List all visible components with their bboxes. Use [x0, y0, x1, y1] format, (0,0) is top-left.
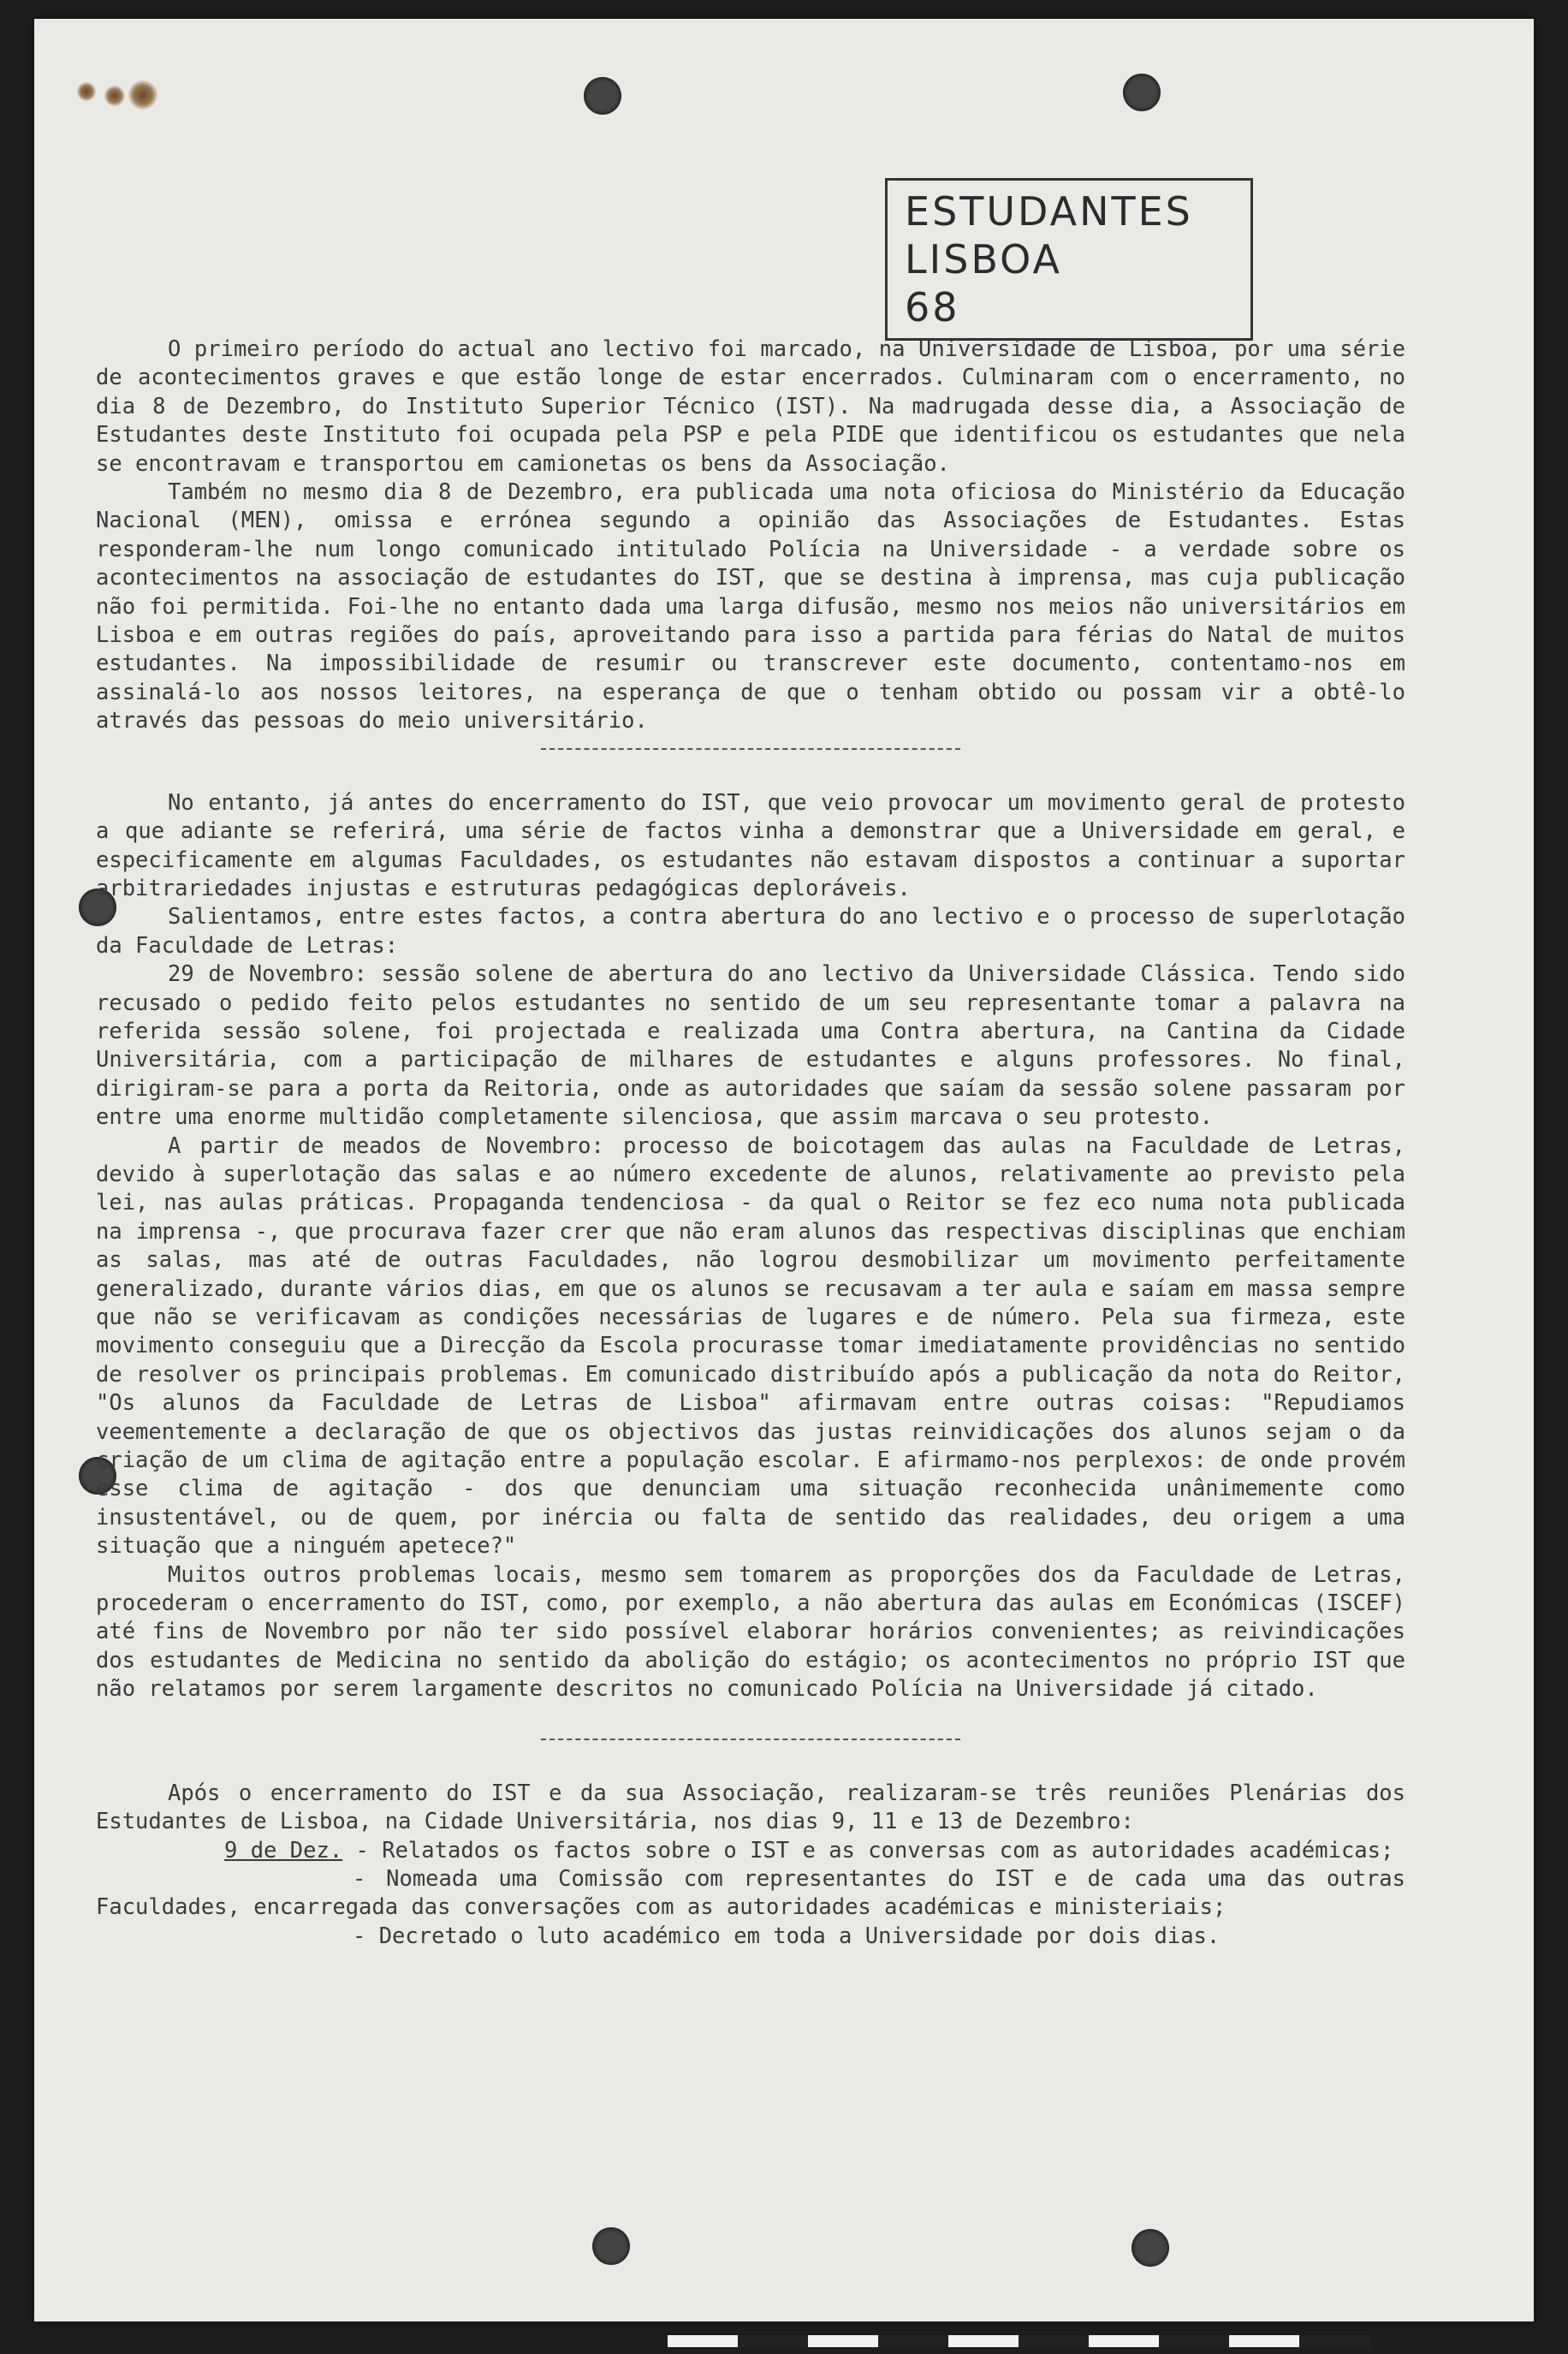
section-divider [541, 748, 960, 750]
list-item: - Nomeada uma Comissão com representantes do IST e de cada uma das outras Faculdades, encarregada das conversações com as autoridades académicas e ministeriais; [96, 1865, 1405, 1921]
rust-stain [77, 82, 96, 101]
item-date: 9 de Dez. [224, 1837, 343, 1864]
rust-stain [104, 86, 125, 106]
color-scale-bar [668, 2335, 1369, 2347]
list-item: - Decretado o luto académico em toda a Universidade por dois dias. [353, 1923, 1221, 1949]
stamp-line-1: ESTUDANTES [905, 188, 1193, 235]
paragraph-other-problems: Muitos outros problemas locais, mesmo sem tomarem as proporções dos da Faculdade de Letras, procederam o encerramento do IST, como, por exemplo, a não abertura das aulas em Económicas (ISCEF) até fins de Novembro por não ter sido possível elaborar horários convenientes; as reivindicações dos estudantes de Medicina no sentido da abolição do estágio; os acontecimentos no próprio IST que não relatamos por serem largamente descritos no comunicado Polícia na Universidade já citado. [96, 1561, 1405, 1703]
item-text: - Relatados os factos sobre o IST e as conversas com as autoridades académicas; [342, 1837, 1394, 1864]
paragraph-protest-background: No entanto, já antes do encerramento do IST, que veio provocar um movimento geral de protesto a que adiante se referirá, uma série de factos vinha a demonstrar que a Universidade em geral, e especificamente em algumas Faculdades, os estudantes não estavam dispostos a continuar a suportar arbitrariedades injustas e estruturas pedagógicas deploráveis. [96, 789, 1405, 901]
list-item [96, 1837, 1405, 1865]
paragraph-men-note: Também no mesmo dia 8 de Dezembro, era publicada uma nota oficiosa do Ministério da Educação Nacional (MEN), omissa e errónea segundo a opinião das Associações de Estudantes. Estas responderam-lhe num longo comunicado intitulado Polícia na Universidade - a verdade sobre os acontecimentos na associação de estudantes do IST, que se destina à imprensa, mas cuja publicação não foi permitida. Foi-lhe no entanto dada uma larga difusão, mesmo nos meios não universitários em Lisboa e em outras regiões do país, aproveitando para isso a partida para férias do Natal de muitos estudantes. Na impossibilidade de resumir ou transcrever este documento, contentamo-nos em assinalá-lo aos nossos leitores, na esperança de que o tenham obtido ou possam vir a obtê-lo através das pessoas do meio universitário. [96, 479, 1405, 734]
section-divider [541, 1739, 960, 1740]
stamp-line-3: 68 [905, 284, 960, 330]
stamp-line-2: LISBOA [905, 236, 1063, 282]
rust-stain [128, 80, 157, 110]
punch-hole [584, 77, 621, 115]
paragraph-plenary-meetings: Após o encerramento do IST e da sua Associação, realizaram-se três reuniões Plenárias dos Estudantes de Lisboa, na Cidade Universitária, nos dias 9, 11 e 13 de Dezembro: [96, 1780, 1405, 1835]
punch-hole [1123, 74, 1161, 111]
paragraph-facts-intro: Salientamos, entre estes factos, a contra abertura do ano lectivo e o processo de superlotação da Faculdade de Letras: [96, 904, 1405, 959]
document-body [96, 336, 1405, 1951]
paragraph-letras-boycott: A partir de meados de Novembro: processo de boicotagem das aulas na Faculdade de Letras, devido à superlotação das salas e ao número excedente de alunos, relativamente ao previsto pela lei, nas aulas práticas. Propaganda tendenciosa - da qual o Reitor se fez eco numa nota publicada na imprensa -, que procurava fazer crer que não eram alunos das respectivas disciplinas que enchiam as salas, mas até de outras Faculdades, não logrou desmobilizar um movimento perfeitamente generalizado, durante vários dias, em que os alunos se recusavam a ter aula e saíam em massa sempre que não se verificavam as condições necessárias de lugares e de número. Pela sua firmeza, este movimento conseguiu que a Direcção da Escola procurasse tomar imediatamente providências no sentido de resolver os principais problemas. Em comunicado distribuído após a publicação da nota do Reitor, "Os alunos da Faculdade de Letras de Lisboa" afirmavam entre outras coisas: "Repudiamos veementemente a declaração de que os objectivos das justas reinvidicações dos alunos sejam o da criação de um clima de agitação entre a população escolar. E afirmamo-nos perplexos: de onde provém esse clima de agitação - dos que denunciam uma situação reconhecida unânimemente como insustentável, ou de quem, por inércia ou falta de sentido das realidades, deu origem a uma situação que a ninguém apetece?" [96, 1132, 1405, 1560]
archive-stamp [885, 178, 1253, 341]
punch-hole [1131, 2229, 1169, 2267]
punch-hole [592, 2227, 630, 2265]
paragraph-contra-abertura: 29 de Novembro: sessão solene de abertura do ano lectivo da Universidade Clássica. Tendo sido recusado o pedido feito pelos estudantes no sentido de um seu representante tomar a palavra na referida sessão solene, foi projectada e realizada uma Contra abertura, na Cantina da Cidade Universitária, com a participação de milhares de estudantes e alguns professores. No final, dirigiram-se para a porta da Reitoria, onde as autoridades que saíam da sessão solene passaram por entre uma enorme multidão completamente silenciosa, que assim marcava o seu protesto. [96, 961, 1405, 1131]
paragraph-ist-closure: O primeiro período do actual ano lectivo foi marcado, na Universidade de Lisboa, por uma série de acontecimentos graves e que estão longe de estar encerrados. Culminaram com o encerramento, no dia 8 de Dezembro, do Instituto Superior Técnico (IST). Na madrugada desse dia, a Associação de Estudantes deste Instituto foi ocupada pela PSP e pela PIDE que identificou os estudantes que nela se encontravam e transportou em camionetas os bens da Associação. [96, 336, 1405, 477]
